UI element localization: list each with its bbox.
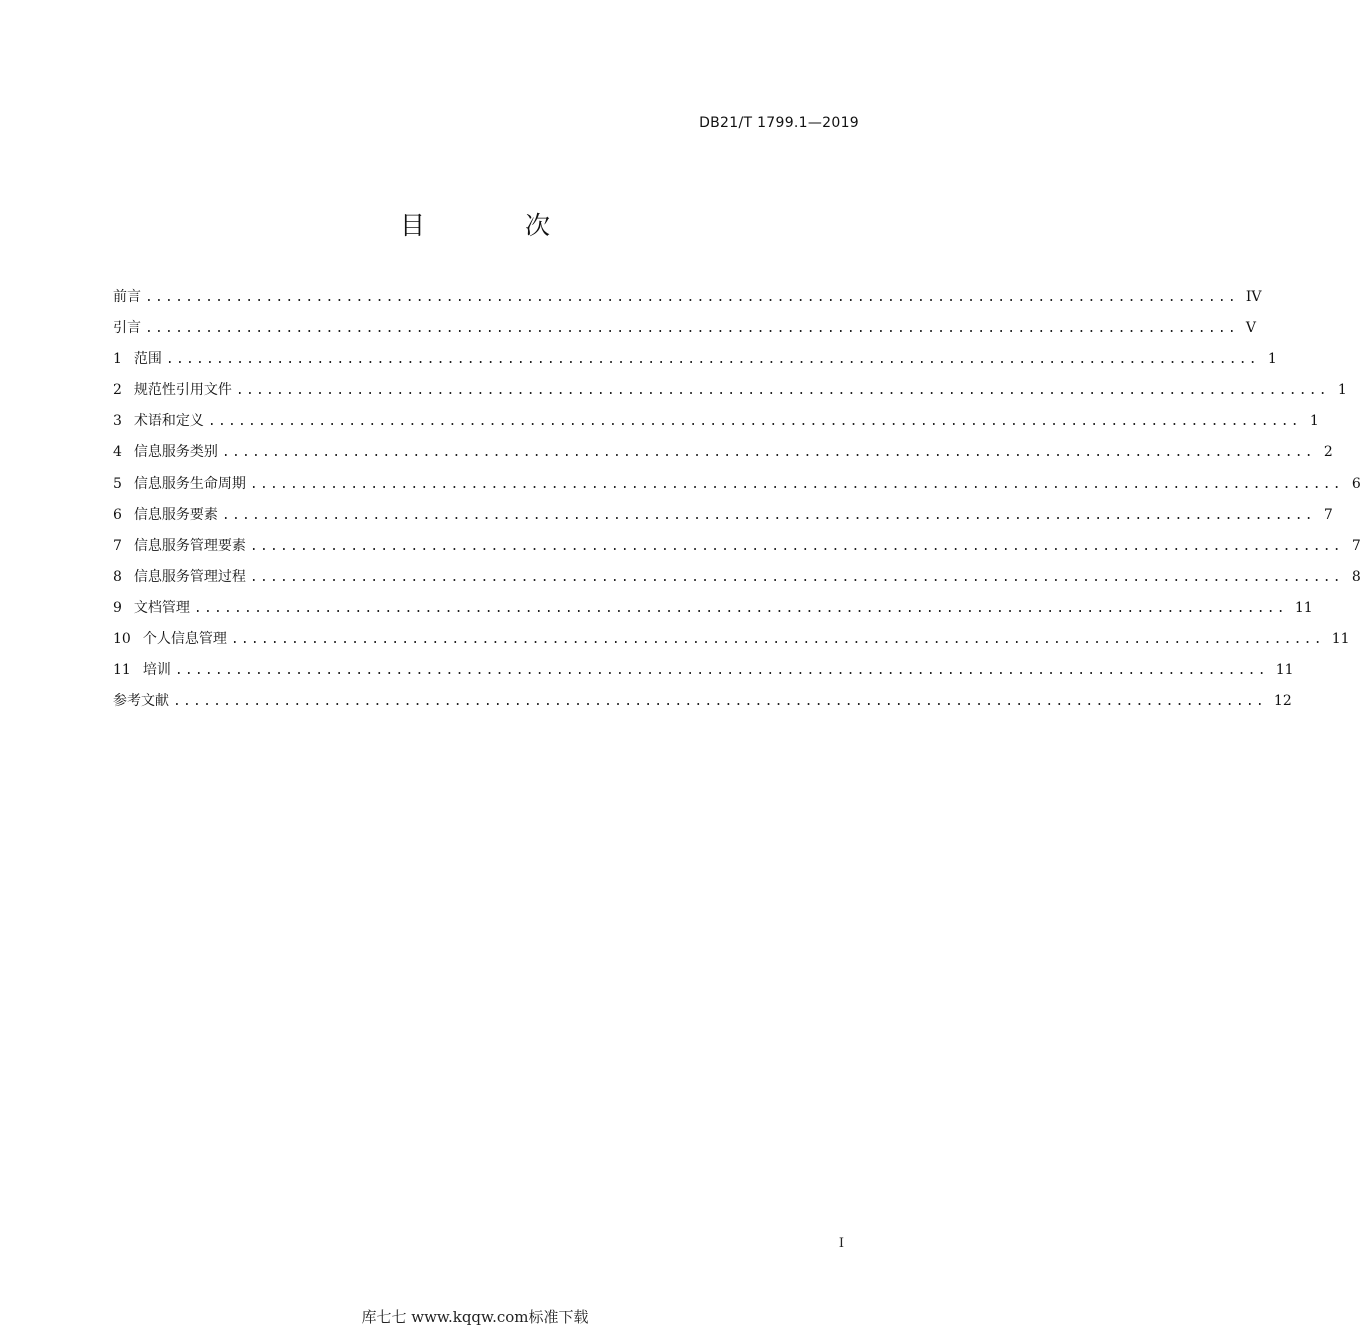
toc-entry-label [113,348,166,370]
toc-entry-number: 3 [113,413,122,430]
toc-entry-introduction[interactable] [113,317,1257,348]
toc-leader-dots: ............................................................................................................. [221,507,1315,523]
toc-entry-page: 6 [1351,475,1361,492]
toc-leader-dots: ............................................................................................................. [174,663,1268,679]
toc-entry-label [113,504,222,526]
toc-entry-text: 引言 [113,320,141,337]
toc-entry-page: IV [1245,289,1262,305]
watermark-text: 库七七 www.kqqw.com标准下载 [361,1308,589,1326]
toc-entry-number: 1 [113,351,122,368]
toc-entry-page: 12 [1273,693,1292,710]
toc-leader-dots: ............................................................................................................. [249,569,1343,585]
toc-leader-dots: ............................................................................................................. [230,632,1324,648]
toc-entry-page: 7 [1351,537,1361,554]
toc-entry-number: 11 [113,662,131,679]
toc-entry-3[interactable] [113,410,1319,441]
toc-entry-5[interactable] [113,473,1361,504]
toc-entry-label [113,441,222,463]
toc-entry-number: 6 [113,506,122,523]
toc-entry-text: 前言 [113,289,141,305]
toc-entry-page: 8 [1351,568,1361,585]
toc-entry-4[interactable] [113,441,1333,472]
toc-entry-label [113,597,194,619]
toc-entry-page: V [1245,320,1257,337]
page-title: 目 次 [400,211,596,240]
toc-entry-text: 个人信息管理 [142,631,227,648]
toc-leader-dots: ............................................................................................................. [193,600,1287,616]
toc-entry-label [113,286,145,308]
toc-entry-page: 7 [1323,506,1333,523]
toc-entry-11[interactable] [113,659,1294,690]
toc-entry-page: 1 [1337,382,1347,399]
toc-entry-page: 2 [1323,444,1333,461]
toc-entry-text: 信息服务生命周期 [133,475,246,492]
toc-entry-number: 10 [113,631,131,648]
toc-entry-number: 5 [113,475,122,492]
toc-entry-label [113,317,145,339]
toc-entry-references[interactable] [113,690,1292,721]
toc-entry-text: 信息服务管理要素 [133,537,246,554]
toc-entry-label [113,690,173,712]
toc-entry-9[interactable] [113,597,1313,628]
toc-entry-label [113,473,250,495]
toc-leader-dots: ............................................................................................................. [165,352,1259,368]
toc-entry-text: 信息服务要素 [133,506,218,523]
toc-entry-label [113,379,236,401]
toc-leader-dots: ............................................................................................................. [145,321,1238,337]
toc-entry-1[interactable] [113,348,1277,379]
toc-entry-label [113,628,231,650]
toc-entry-page: 11 [1294,599,1313,616]
toc-entry-text: 范围 [133,351,162,368]
toc-leader-dots: ............................................................................................................. [249,476,1343,492]
toc-entry-label [113,410,208,432]
toc-entry-text: 信息服务管理过程 [133,568,246,585]
toc-entry-2[interactable] [113,379,1347,410]
toc-entry-text: 规范性引用文件 [133,382,232,399]
toc-leader-dots: ............................................................................................................. [221,445,1315,461]
toc-entry-label [113,535,250,557]
toc-entry-label [113,659,175,681]
toc-leader-dots: ............................................................................................................. [173,694,1266,710]
toc-leader-dots: ............................................................................................................. [249,538,1343,554]
toc-entry-7[interactable] [113,535,1361,566]
toc-leader-dots: ............................................................................................................. [207,414,1301,430]
toc-entry-text: 信息服务类别 [133,444,218,461]
toc-entry-page: 11 [1331,631,1350,648]
toc-entry-page: 11 [1275,662,1294,679]
toc-entry-text: 培训 [142,662,171,679]
toc-entry-page: 1 [1309,413,1319,430]
toc-entry-number: 2 [113,382,122,399]
toc-entry-foreword[interactable] [113,286,1262,317]
toc-entry-label [113,566,250,588]
toc-entry-text: 文档管理 [133,599,190,616]
table-of-contents [113,286,1361,721]
toc-entry-page: 1 [1267,351,1277,368]
toc-entry-10[interactable] [113,628,1350,659]
toc-entry-number: 4 [113,444,122,461]
toc-entry-text: 术语和定义 [133,413,204,430]
toc-entry-number: 7 [113,537,122,554]
standard-code: DB21/T 1799.1—2019 [699,115,859,131]
toc-leader-dots: ............................................................................................................. [235,383,1329,399]
toc-entry-8[interactable] [113,566,1361,597]
toc-entry-number: 8 [113,568,122,585]
toc-entry-number: 9 [113,599,122,616]
toc-leader-dots: ............................................................................................................. [145,290,1238,305]
toc-entry-6[interactable] [113,504,1333,535]
page-number: I [838,1236,844,1251]
toc-entry-text: 参考文献 [113,693,169,710]
